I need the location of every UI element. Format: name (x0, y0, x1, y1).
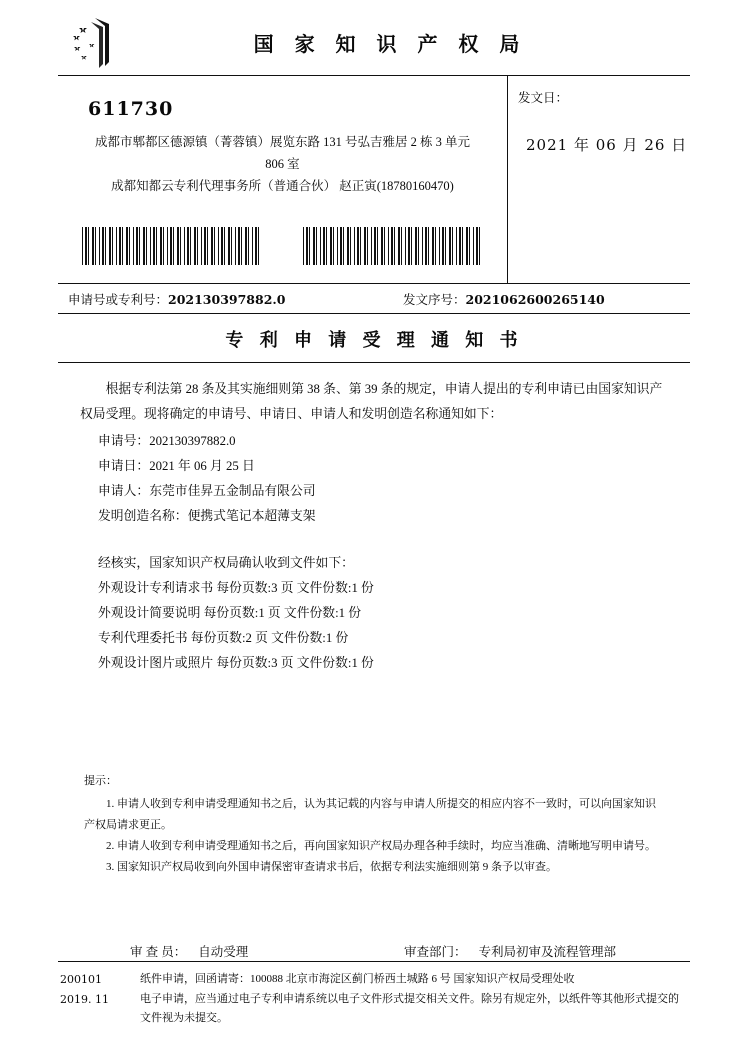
document-footer (58, 961, 690, 1028)
address-date-block (58, 76, 690, 284)
note-item-3: 3. 国家知识产权局收到向外国申请保密审查请求书后，依据专利法实施细则第 9 条予以审查。 (106, 861, 557, 874)
notice-document (58, 10, 690, 1040)
footer-codes (58, 970, 140, 1028)
dispatch-number-cell (403, 290, 690, 308)
received-item-4: 外观设计图片或照片 每份页数:3 页 文件份数:1 份 (98, 655, 374, 670)
dispatch-number-value: 2021062600265140 (465, 291, 605, 307)
date-panel (508, 76, 690, 283)
note-item-1: 1. 申请人收到专利申请受理通知书之后，认为其记载的内容与申请人所提交的相应内容不一致时，可以向国家知识产权局请求更正。 (84, 798, 656, 832)
barcode-right (303, 227, 483, 265)
application-number-value: 202130397882.0 (168, 291, 286, 307)
organization-title: 国 家 知 识 产 权 局 (253, 32, 527, 56)
notes-section (80, 771, 668, 877)
footer-code-2: 2019. 11 (60, 992, 109, 1006)
state-emblem-logo-icon (58, 12, 130, 74)
field-applicant: 申请人：东莞市佳昇五金制品有限公司 (98, 483, 316, 498)
document-number: 611730 (88, 98, 174, 120)
send-date-label: 发文日： (518, 91, 569, 105)
examiner-label: 审 查 员： (130, 944, 187, 959)
notes-heading: 提示： (84, 775, 117, 788)
examiner-value: 自动受理 (198, 944, 249, 959)
address-line-1: 成都市郫都区德源镇（菁蓉镇）展览东路 131 号弘吉雅居 2 栋 3 单元 (94, 135, 470, 149)
footer-line-1: 纸件申请，回函请寄：100088 北京市海淀区蓟门桥西土城路 6 号 国家知识产权局受理处收 (140, 973, 575, 986)
received-item-2: 外观设计简要说明 每份页数:1 页 文件份数:1 份 (98, 605, 362, 620)
barcode-left (82, 227, 262, 265)
footer-code-1: 200101 (60, 973, 102, 987)
received-item-1: 外观设计专利请求书 每份页数:3 页 文件份数:1 份 (98, 580, 374, 595)
address-line-2: 806 室 (265, 156, 300, 171)
application-fields (80, 429, 668, 529)
document-body (58, 363, 690, 964)
field-invention-title: 发明创造名称：便携式笔记本超薄支架 (98, 508, 316, 523)
application-number-label: 申请号或专利号： (68, 292, 169, 307)
application-number-cell (58, 290, 403, 308)
received-item-3: 专利代理委托书 每份页数:2 页 文件份数:1 份 (98, 630, 349, 645)
document-header (58, 10, 690, 76)
barcode-group (70, 227, 495, 275)
address-panel (58, 76, 508, 283)
send-date-value: 2021 年 06 月 26 日 (526, 136, 688, 154)
numbers-row (58, 284, 690, 314)
address-line-3: 成都知都云专利代理事务所（普通合伙） 赵正寅(18780160470) (111, 178, 454, 193)
dispatch-number-label: 发文序号： (403, 292, 466, 307)
footer-text (140, 970, 690, 1028)
received-documents (80, 551, 668, 676)
recipient-address (70, 132, 495, 198)
field-application-number: 申请号：202130397882.0 (98, 433, 236, 448)
body-paragraph-1: 根据专利法第 28 条及其实施细则第 38 条、第 39 条的规定，申请人提出的专利申请已由国家知识产权局受理。现将确定的申请号、申请日、申请人和发明创造名称通知如下： (80, 382, 663, 421)
department-value: 专利局初审及流程管理部 (478, 944, 617, 959)
department-label: 审查部门： (404, 944, 467, 959)
note-item-2: 2. 申请人收到专利申请受理通知书之后，再向国家知识产权局办理各种手续时，均应当准确、清晰地写明申请号。 (106, 840, 656, 853)
document-title: 专 利 申 请 受 理 通 知 书 (58, 314, 690, 363)
received-intro: 经核实，国家知识产权局确认收到文件如下： (98, 555, 354, 570)
field-application-date: 申请日：2021 年 06 月 25 日 (98, 458, 255, 473)
footer-line-3: 文件视为未提交。 (140, 1011, 228, 1024)
footer-line-2: 电子申请，应当通过电子专利申请系统以电子文件形式提交相关文件。除另有规定外，以纸件等其他形式提交的 (140, 992, 679, 1005)
